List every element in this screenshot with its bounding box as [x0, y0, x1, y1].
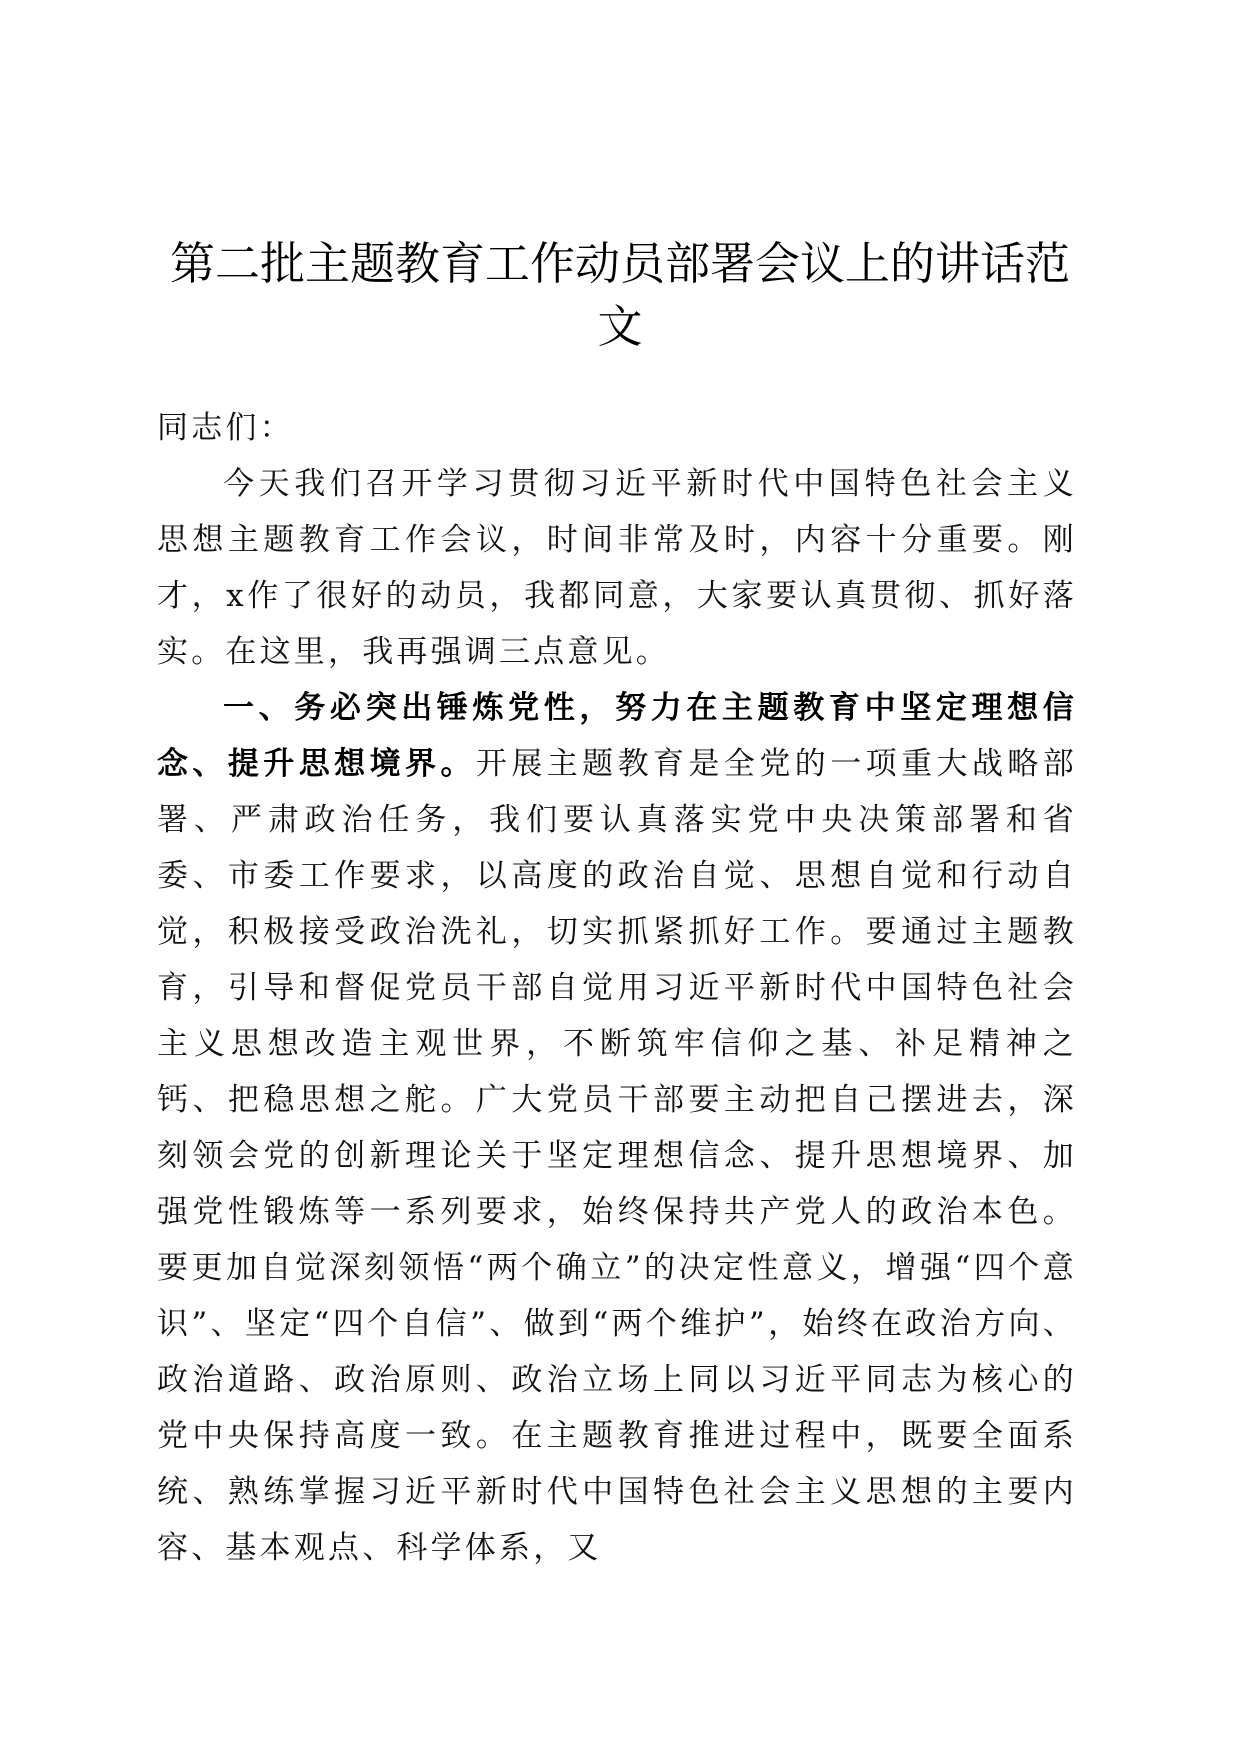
document-body	[157, 400, 1077, 1576]
opening-paragraph: 今天我们召开学习贯彻习近平新时代中国特色社会主义思想主题教育工作会议，时间非常及时，内容十分重要。刚才，x作了很好的动员，我都同意，大家要认真贯彻、抓好落实。在这里，我再强调三点意见。	[157, 466, 1077, 670]
salutation: 同志们：	[157, 410, 294, 446]
section-one-body: 开展主题教育是全党的一项重大战略部署、严肃政治任务，我们要认真落实党中央决策部署和省委、市委工作要求，以高度的政治自觉、思想自觉和行动自觉，积极接受政治洗礼，切实抓紧抓好工作。要通过主题教育，引导和督促党员干部自觉用习近平新时代中国特色社会主义思想改造主观世界，不断筑牢信仰之基、补足精神之钙、把稳思想之舵。广大党员干部要主动把自己摆进去，深刻领会党的创新理论关于坚定理想信念、提升思想境界、加强党性锻炼等一系列要求，始终保持共产党人的政治本色。要更加自觉深刻领悟“两个确立”的决定性意义，增强“四个意识”、坚定“四个自信”、做到“两个维护”，始终在政治方向、政治道路、政治原则、政治立场上同以习近平同志为核心的党中央保持高度一致。在主题教育推进过程中，既要全面系统、熟练掌握习近平新时代中国特色社会主义思想的主要内容、基本观点、科学体系，又	[157, 746, 1077, 1566]
document-title: 第二批主题教育工作动员部署会议上的讲话范文	[169, 237, 1070, 353]
section-one-heading: 一、务必突出锤炼党性，努力在主题教育中坚定理想信念、提升思想境界。	[157, 690, 1077, 782]
section-one-paragraph	[157, 680, 1077, 1576]
